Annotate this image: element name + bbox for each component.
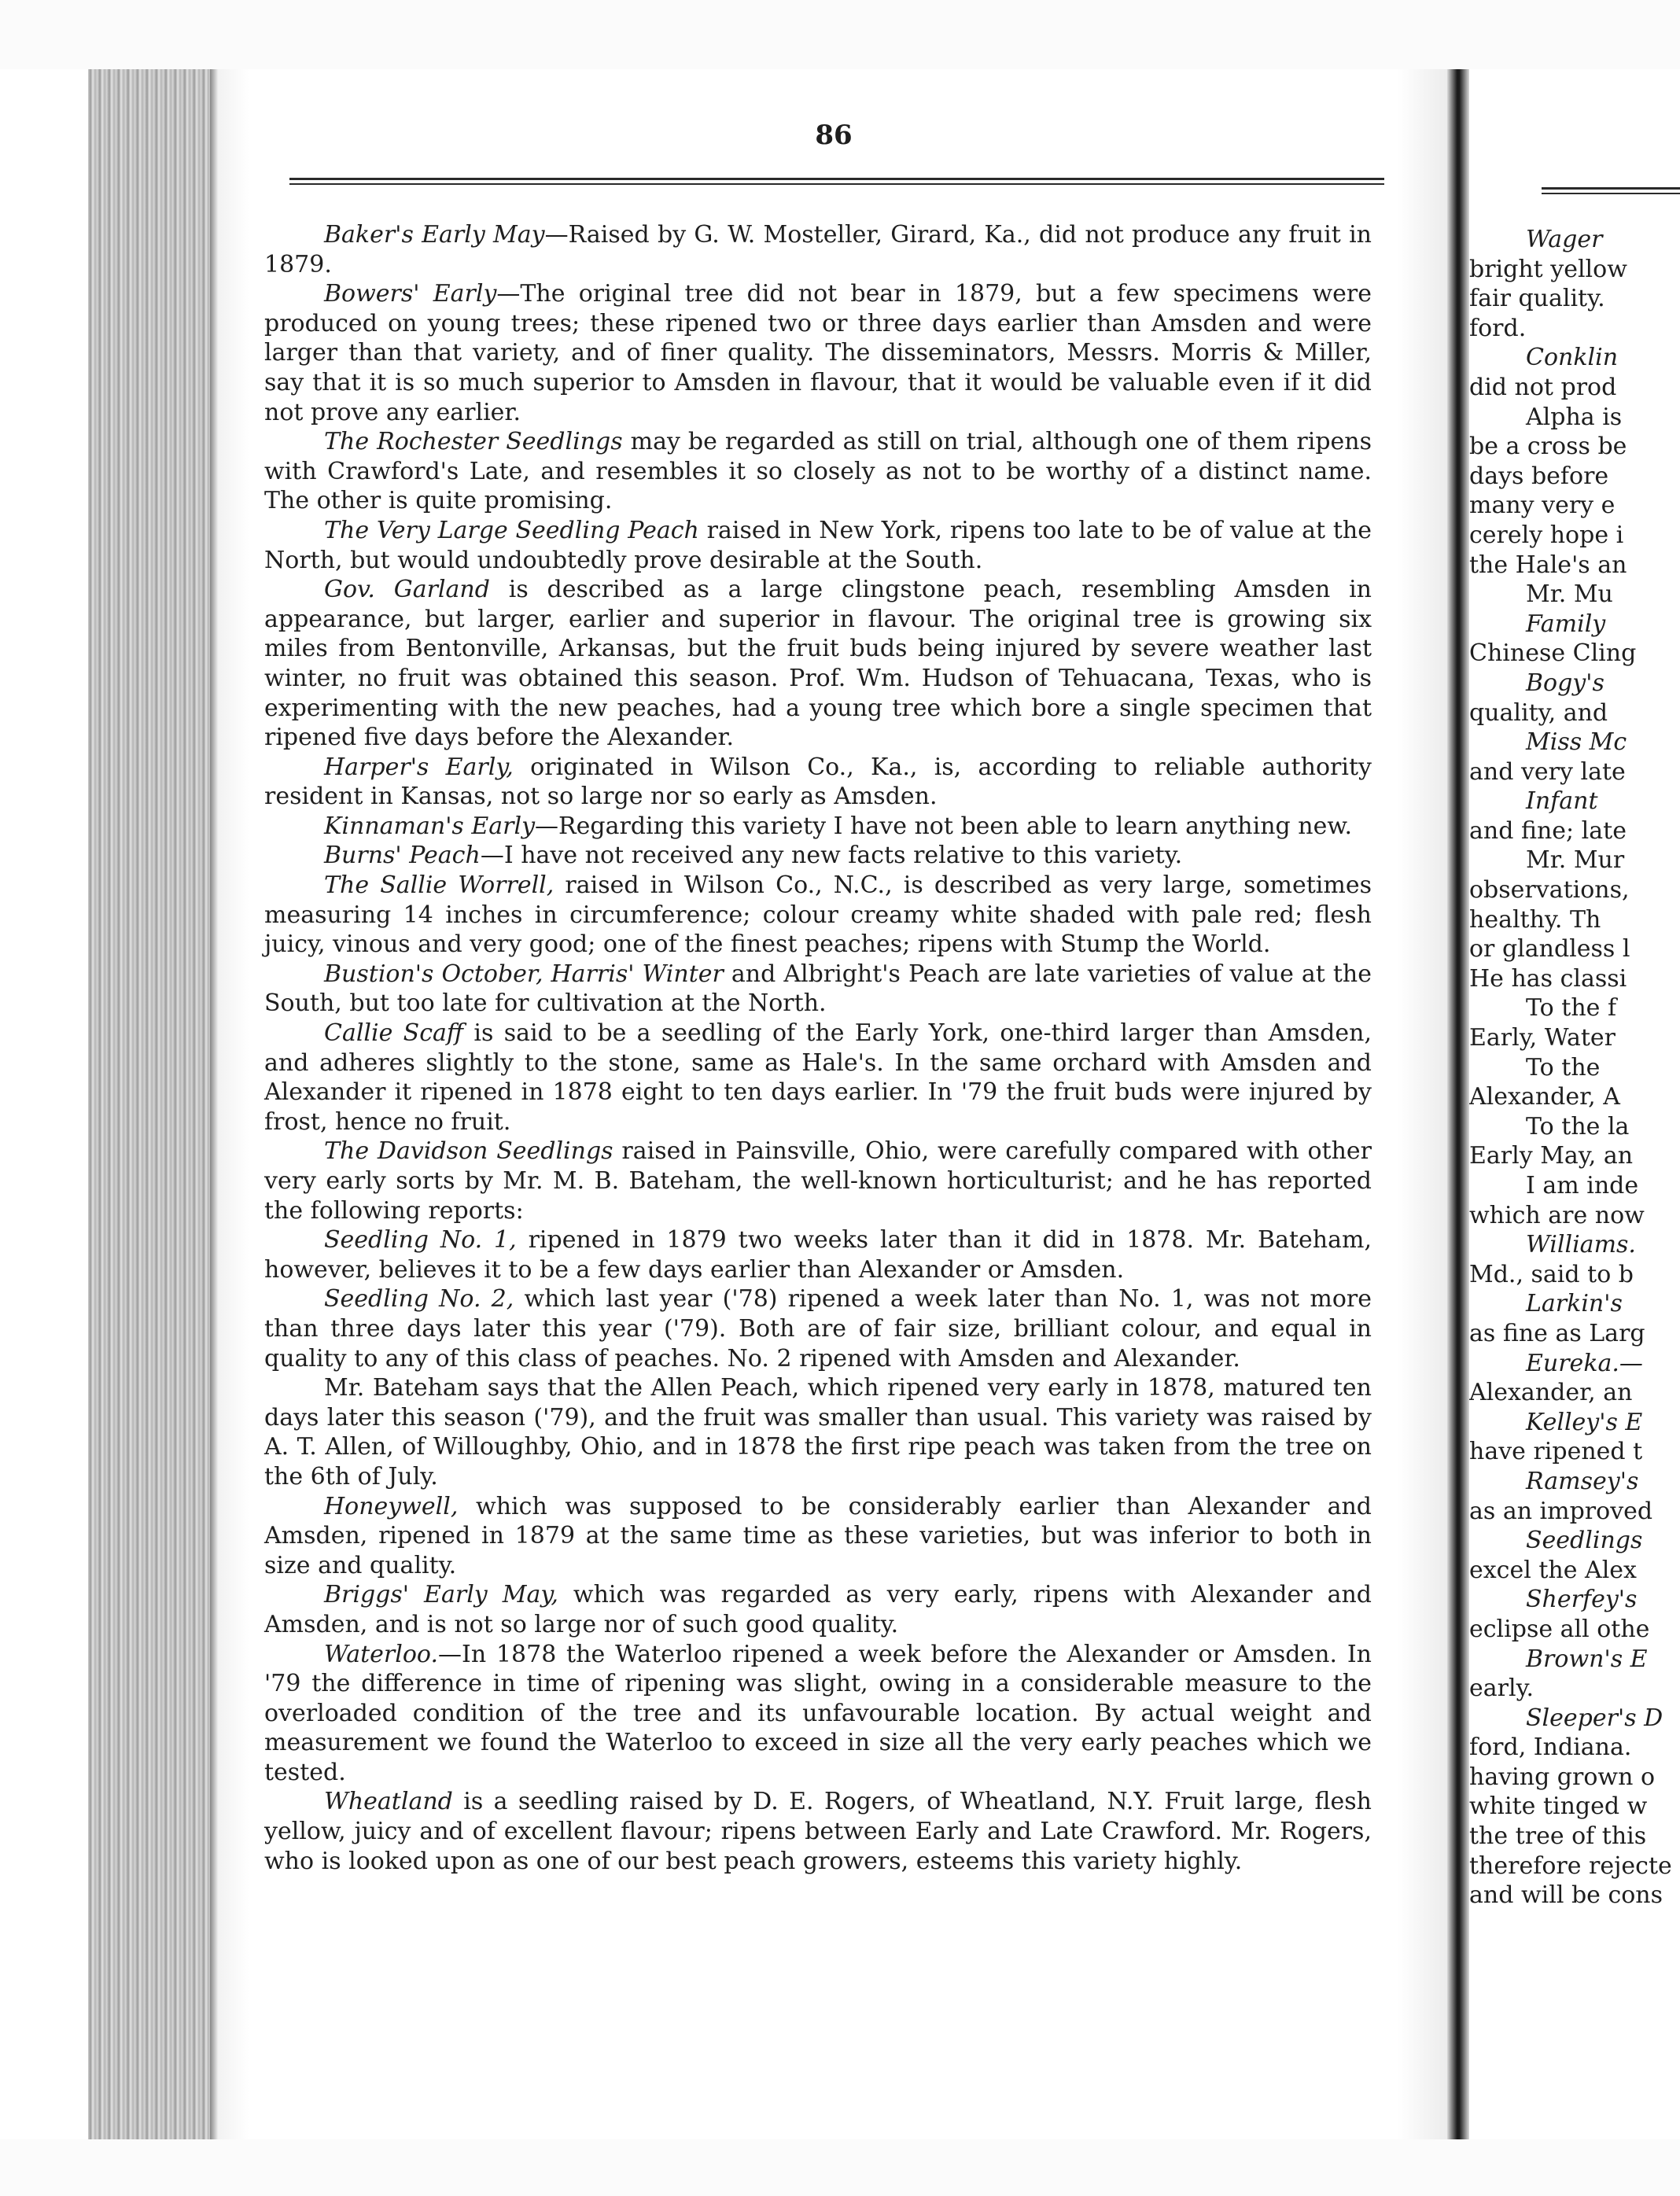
paragraph: [264, 427, 1372, 516]
facing-page-line: Seedlings: [1526, 1527, 1643, 1555]
facing-page-line: Alexander, an: [1469, 1379, 1633, 1407]
paragraph: [264, 279, 1372, 427]
facing-page-line: To the la: [1526, 1112, 1630, 1140]
paragraph-text: is a seedling raised by D. E. Rogers, of Wheatland, N.Y. Fruit large, flesh yellow, juicy and of excellent flavour; ripens between Early and Late Crawford. Mr. Rogers, who is looked upon as one of our best peach growers, esteems this variety highly.: [264, 1788, 1372, 1875]
facing-page-line: Family: [1526, 610, 1606, 638]
paragraph: [264, 753, 1372, 812]
variety-name: Seedling No. 1,: [324, 1226, 517, 1255]
paragraph: [264, 1284, 1372, 1373]
paragraph: [264, 1492, 1372, 1581]
facing-page-line: I am inde: [1526, 1172, 1639, 1199]
paragraph-text: and Albright's Peach are late varieties of value at the South, but too late for cultivation at the North.: [264, 960, 1372, 1018]
paragraph: [264, 1225, 1372, 1284]
paragraph: [264, 1373, 1372, 1491]
variety-name: Callie Scaff: [324, 1019, 464, 1048]
facing-page-line: excel the Alex: [1469, 1556, 1637, 1584]
facing-page-line: Williams.: [1526, 1231, 1636, 1259]
facing-page-line: therefore rejecte: [1469, 1851, 1672, 1880]
paragraph-text: which last year ('78) ripened a week later than No. 1, was not more than three days later this year ('79). Both are of fair size, brilliant colour, and equal in quality to any of this class of peaches. No. 2 ripened with Amsden and Alexander.: [264, 1285, 1372, 1372]
facing-page-line: Larkin's: [1526, 1290, 1623, 1318]
paragraph: [264, 220, 1372, 279]
facing-page-line: Wager: [1526, 226, 1603, 253]
facing-page-line: eclipse all othe: [1469, 1615, 1650, 1643]
variety-name: Seedling No. 2,: [324, 1285, 514, 1314]
facing-page-line: days before: [1469, 462, 1609, 490]
variety-name: Kinnaman's Early: [324, 812, 536, 840]
facing-page-line: To the: [1526, 1053, 1601, 1081]
paragraph-text: may be regarded as still on trial, although one of them ripens with Crawford's Late, and resembles it so closely as not to be worthy of a distinct name. The other is quite promising.: [264, 428, 1372, 515]
facing-page-line: did not prod: [1469, 373, 1617, 401]
facing-page-line: ford, Indiana.: [1469, 1734, 1632, 1762]
right-page-header-rule: [1542, 187, 1680, 196]
bottom-margin: [0, 2139, 1680, 2196]
header-rule: [289, 178, 1384, 186]
paragraph: [264, 960, 1372, 1019]
paragraph-text: raised in New York, ripens too late to be of value at the North, but would undoubtedly prove desirable at the South.: [264, 516, 1372, 574]
facing-page-line: Md., said to b: [1469, 1260, 1634, 1288]
body-text: [264, 220, 1372, 1876]
paragraph: [264, 812, 1372, 842]
variety-name: Harper's Early,: [324, 753, 514, 781]
paragraph-text: raised in Painsville, Ohio, were carefully compared with other very early sorts by Mr. M. B. Bateham, the well-known horticulturist; and he has reported the following reports:: [264, 1137, 1372, 1225]
facing-page-line: Early May, an: [1469, 1142, 1634, 1170]
paragraph-text: —Regarding this variety I have not been able to learn anything new.: [535, 812, 1353, 840]
facing-page-line: quality, and: [1469, 698, 1608, 727]
facing-page-line: many very e: [1469, 492, 1616, 520]
paragraph-text: —In 1878 the Waterloo ripened a week before the Alexander or Amsden. In '79 the difference in time of ripening was slight, owing in a considerable measure to the overloaded condition of the tree and its unfavourable location. By actual weight and measurement we found the Waterloo to exceed in size all the very early peaches which we tested.: [264, 1640, 1372, 1786]
book-page-edges: [88, 69, 210, 2139]
facing-page-line: healthy. Th: [1469, 905, 1601, 934]
facing-page-line: Conklin: [1526, 344, 1619, 372]
paragraph: [264, 1640, 1372, 1788]
variety-name: Waterloo.: [324, 1640, 438, 1668]
paragraph-text: is described as a large clingstone peach, resembling Amsden in appearance, but larger, earlier and superior in flavour. The original tree is growing six miles from Bentonville, Arkansas, but the fruit buds being injured by severe weather last winter, no fruit was obtained this season. Prof. Wm. Hudson of Tehuacana, Texas, who is experimenting with the new peaches, had a young tree which bore a single specimen that ripened five days before the Alexander.: [264, 576, 1372, 752]
facing-page-line: Brown's E: [1526, 1645, 1648, 1673]
facing-page-line: Miss Mc: [1526, 728, 1627, 757]
paragraph: [264, 1787, 1372, 1876]
paragraph-text: —The original tree did not bear in 1879, but a few specimens were produced on young trees; these ripened two or three days earlier than Amsden and were larger than that variety, and of finer quality. The disseminators, Messrs. Morris & Miller, say that it is so much superior to Amsden in flavour, that it would be valuable even if it did not prove any earlier.: [264, 280, 1372, 426]
paragraph-text: which was supposed to be considerably earlier than Alexander and Amsden, ripened in 1879 at the same time as these varieties, but was inferior to both in size and quality.: [264, 1492, 1372, 1579]
facing-page-line: Kelley's E: [1526, 1408, 1643, 1436]
paragraph-text: Mr. Bateham says that the Allen Peach, which ripened very early in 1878, matured ten days later this season ('79), and the fruit was smaller than usual. This variety was raised by A. T. Allen, of Willoughby, Ohio, and in 1878 the first ripe peach was taken from the tree on the 6th of July.: [264, 1374, 1372, 1490]
facing-page-line: Chinese Cling: [1469, 639, 1637, 668]
variety-name: The Davidson Seedlings: [324, 1137, 613, 1166]
facing-page-line: ford.: [1469, 314, 1527, 342]
paragraph: [264, 1019, 1372, 1137]
facing-page-line: Sleeper's D: [1526, 1704, 1663, 1732]
right-page-text: [1469, 225, 1680, 1910]
facing-page-line: To the f: [1526, 994, 1617, 1022]
paragraph-text: which was regarded as very early, ripens with Alexander and Amsden, and is not so large nor of such good quality.: [264, 1581, 1372, 1638]
paragraph: [264, 575, 1372, 753]
paragraph: [264, 1137, 1372, 1225]
paragraph: [264, 841, 1372, 871]
facing-page-line: Early, Water: [1469, 1024, 1616, 1052]
variety-name: Wheatland: [324, 1788, 453, 1816]
facing-page-line: Eureka.—: [1526, 1349, 1643, 1377]
paragraph-text: is said to be a seedling of the Early York, one-third larger than Amsden, and adheres slightly to the stone, same as Hale's. In the same orchard with Amsden and Alexander it ripened in 1878 eight to ten days earlier. In '79 the fruit buds were injured by frost, hence no fruit.: [264, 1019, 1372, 1136]
top-margin: [0, 0, 1680, 69]
paragraph-text: —I have not received any new facts relative to this variety.: [480, 842, 1183, 870]
facing-page-line: or glandless l: [1469, 935, 1630, 964]
variety-name: Bustion's October, Harris' Winter: [324, 960, 724, 988]
book-gutter: [1447, 69, 1469, 2139]
facing-page-line: have ripened t: [1469, 1438, 1643, 1466]
facing-page-line: and fine; late: [1469, 816, 1627, 845]
variety-name: The Very Large Seedling Peach: [324, 516, 699, 544]
facing-page-line: the Hale's an: [1469, 551, 1627, 579]
facing-page-line: cerely hope i: [1469, 521, 1624, 549]
facing-page-line: early.: [1469, 1675, 1534, 1703]
facing-page-line: and very late: [1469, 757, 1626, 786]
paragraph-text: raised in Wilson Co., N.C., is described as very large, sometimes measuring 14 inches in circumference; colour creamy white shaded with pale red; flesh juicy, vinous and very good; one of the finest peaches; ripens with Stump the World.: [264, 871, 1372, 959]
paragraph: [264, 516, 1372, 575]
facing-page-line: Mr. Mu: [1526, 580, 1613, 609]
facing-page-line: white tinged w: [1469, 1793, 1648, 1821]
page-number: 86: [815, 120, 853, 151]
facing-page-line: Bogy's: [1526, 669, 1604, 697]
variety-name: Honeywell,: [324, 1492, 459, 1520]
facing-page-line: Sherfey's: [1526, 1586, 1638, 1614]
variety-name: Briggs' Early May,: [324, 1581, 558, 1609]
paragraph: [264, 1580, 1372, 1639]
variety-name: Bowers' Early: [324, 280, 497, 308]
facing-page-line: Alexander, A: [1469, 1083, 1620, 1111]
variety-name: The Sallie Worrell,: [324, 871, 554, 900]
variety-name: The Rochester Seedlings: [324, 428, 623, 456]
facing-page-line: Mr. Mur: [1526, 846, 1625, 875]
page-edge-shadow: [210, 69, 218, 2139]
right-page: [1469, 69, 1680, 2139]
facing-page-line: Ramsey's: [1526, 1467, 1639, 1495]
facing-page-line: Infant: [1526, 787, 1598, 816]
facing-page-line: and will be cons: [1469, 1881, 1663, 1910]
facing-page-line: having grown o: [1469, 1763, 1656, 1791]
facing-page-line: Alpha is: [1526, 403, 1623, 431]
facing-page-line: as an improved: [1469, 1497, 1653, 1525]
variety-name: Burns' Peach: [324, 842, 481, 870]
paragraph-text: originated in Wilson Co., Ka., is, according to reliable authority resident in Kansas, not so large nor so early as Amsden.: [264, 753, 1372, 811]
facing-page-line: bright yellow: [1469, 255, 1627, 283]
facing-page-line: He has classi: [1469, 964, 1627, 993]
facing-page-line: which are now: [1469, 1201, 1645, 1229]
paragraph: [264, 871, 1372, 960]
variety-name: Gov. Garland: [324, 576, 490, 604]
facing-page-line: fair quality.: [1469, 285, 1605, 313]
facing-page-line: as fine as Larg: [1469, 1319, 1645, 1347]
facing-page-line: observations,: [1469, 876, 1630, 905]
paragraph-text: —Raised by G. W. Mosteller, Girard, Ka., did not produce any fruit in 1879.: [264, 221, 1372, 278]
variety-name: Baker's Early May: [324, 221, 545, 249]
facing-page-line: be a cross be: [1469, 433, 1627, 461]
paragraph-text: ripened in 1879 two weeks later than it did in 1878. Mr. Bateham, however, believes it to be a few days earlier than Alexander or Amsden.: [264, 1226, 1372, 1284]
facing-page-line: the tree of this: [1469, 1822, 1647, 1851]
